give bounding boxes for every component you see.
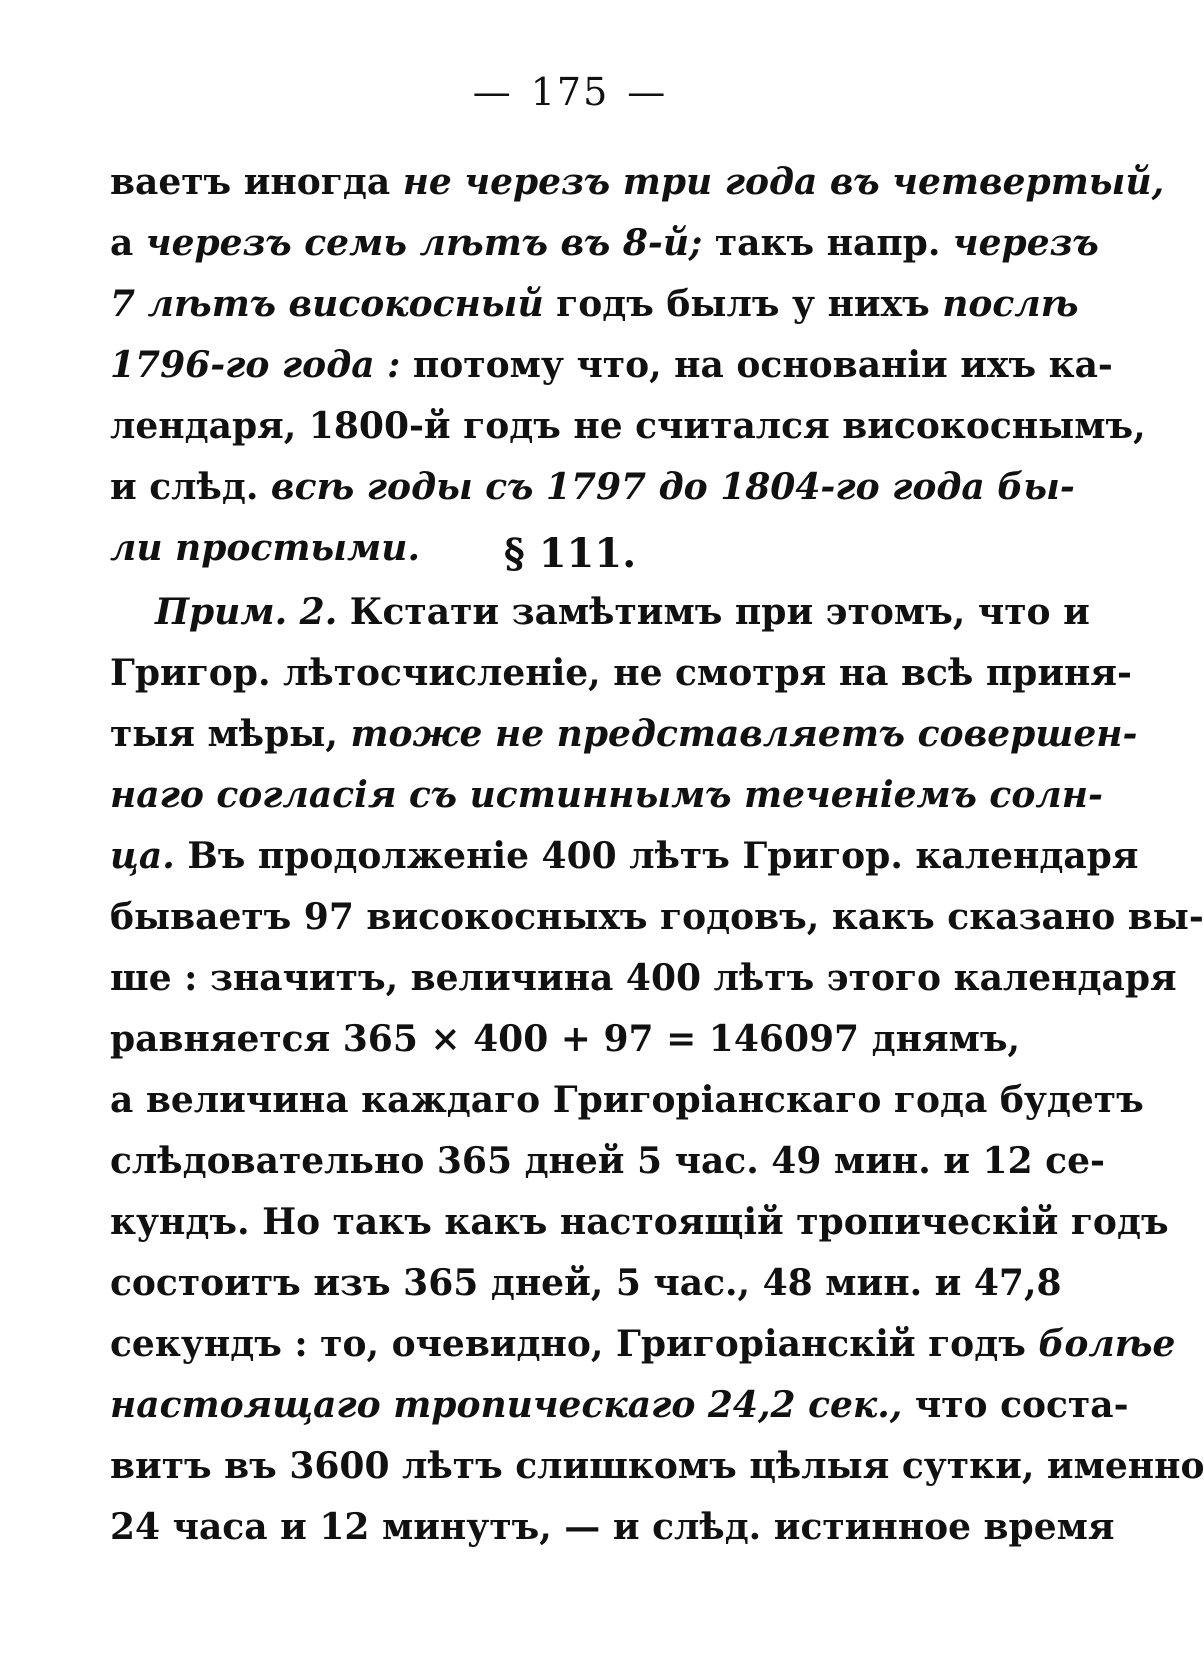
text-line (110, 1497, 1115, 1558)
text-run: Въ продолженіе 400 лѣтъ Григор. календаря (174, 835, 1139, 877)
text-line (110, 1131, 1105, 1192)
italic-text-run: черезъ семь лѣтъ въ 8-й; (145, 222, 703, 264)
text-line (110, 582, 1090, 643)
italic-text-run: настоящаго тропическаго 24,2 сек., (110, 1384, 903, 1426)
text-run: слѣдовательно 365 дней 5 час. 49 мин. и 12 се- (110, 1140, 1105, 1182)
text-line (110, 643, 1132, 704)
text-line (110, 457, 1075, 518)
italic-text-run: не черезъ три года въ четвертый, (402, 161, 1165, 203)
text-line (110, 1375, 1129, 1436)
text-run: Григор. лѣтосчисленіе, не смотря на всѣ приня- (110, 652, 1132, 694)
text-line (110, 274, 1079, 335)
text-line (110, 1192, 1169, 1253)
text-run: лендаря, 1800-й годъ не считался високоснымъ, (110, 405, 1146, 447)
italic-text-run: черезъ (952, 222, 1099, 264)
italic-text-run: наго согласія съ истиннымъ теченіемъ солн- (110, 774, 1103, 816)
text-run: ше : значитъ, величина 400 лѣтъ этого календаря (110, 957, 1177, 999)
text-line (110, 1436, 1204, 1497)
text-run: бываетъ 97 високосныхъ годовъ, какъ сказано вы- (110, 896, 1204, 938)
text-line (110, 887, 1204, 948)
text-run: а (110, 222, 146, 264)
text-run: и слѣд. (110, 466, 271, 508)
text-line (110, 765, 1103, 826)
italic-text-run: послѣ (942, 283, 1079, 325)
text-run: а величина каждаго Григоріанскаго года будетъ (110, 1079, 1144, 1121)
text-line (110, 213, 1099, 274)
italic-text-run: Прим. 2. (155, 591, 338, 633)
italic-text-run: 7 лѣтъ високосный (110, 283, 544, 325)
page-number-dash-left: — (472, 70, 513, 114)
text-run: секундъ : то, очевидно, Григоріанскій годъ (110, 1323, 1039, 1365)
italic-text-run: 1796-го года : (110, 344, 401, 386)
section-heading: § 111. (503, 530, 637, 577)
page-number-header (0, 70, 1140, 114)
italic-text-run: ли простыми. (110, 527, 420, 569)
italic-text-run: болѣе (1038, 1323, 1176, 1365)
text-run: витъ въ 3600 лѣтъ слишкомъ цѣлыя сутки, именно (110, 1445, 1204, 1487)
page-number-dash-right: — (627, 70, 668, 114)
paragraph-note-2 (110, 582, 1204, 1558)
text-run: ваетъ иногда (110, 161, 403, 203)
text-line (110, 1253, 1062, 1314)
text-line (110, 826, 1139, 887)
text-run: кундъ. Но такъ какъ настоящій тропическій годъ (110, 1201, 1169, 1243)
text-run: потому что, на основаніи ихъ ка- (400, 344, 1113, 386)
italic-text-run: всѣ годы съ 1797 до 1804-го года бы- (270, 466, 1075, 508)
paragraph-continuation (110, 152, 1165, 579)
text-run: равняется 365 × 400 + 97 = 146097 днямъ, (110, 1018, 1020, 1060)
text-line (110, 948, 1177, 1009)
text-line (110, 396, 1146, 457)
text-run: что соста- (902, 1384, 1129, 1426)
italic-text-run: тоже не представляетъ совершен- (350, 713, 1138, 755)
italic-text-run: ца. (110, 835, 175, 877)
text-line (110, 704, 1138, 765)
text-run: состоитъ изъ 365 дней, 5 час., 48 мин. и 47,8 (110, 1262, 1062, 1304)
text-line (110, 1070, 1144, 1131)
text-line (110, 152, 1165, 213)
text-line (110, 1314, 1176, 1375)
text-run: 24 часа и 12 минутъ, — и слѣд. истинное время (110, 1506, 1115, 1548)
text-run: тыя мѣры, (110, 713, 351, 755)
text-run: годъ былъ у нихъ (543, 283, 943, 325)
text-line (110, 1009, 1020, 1070)
text-run: такъ напр. (702, 222, 953, 264)
page-number: 175 (530, 70, 610, 114)
text-run: Кстати замѣтимъ при этомъ, что и (337, 591, 1090, 633)
text-line (110, 335, 1113, 396)
